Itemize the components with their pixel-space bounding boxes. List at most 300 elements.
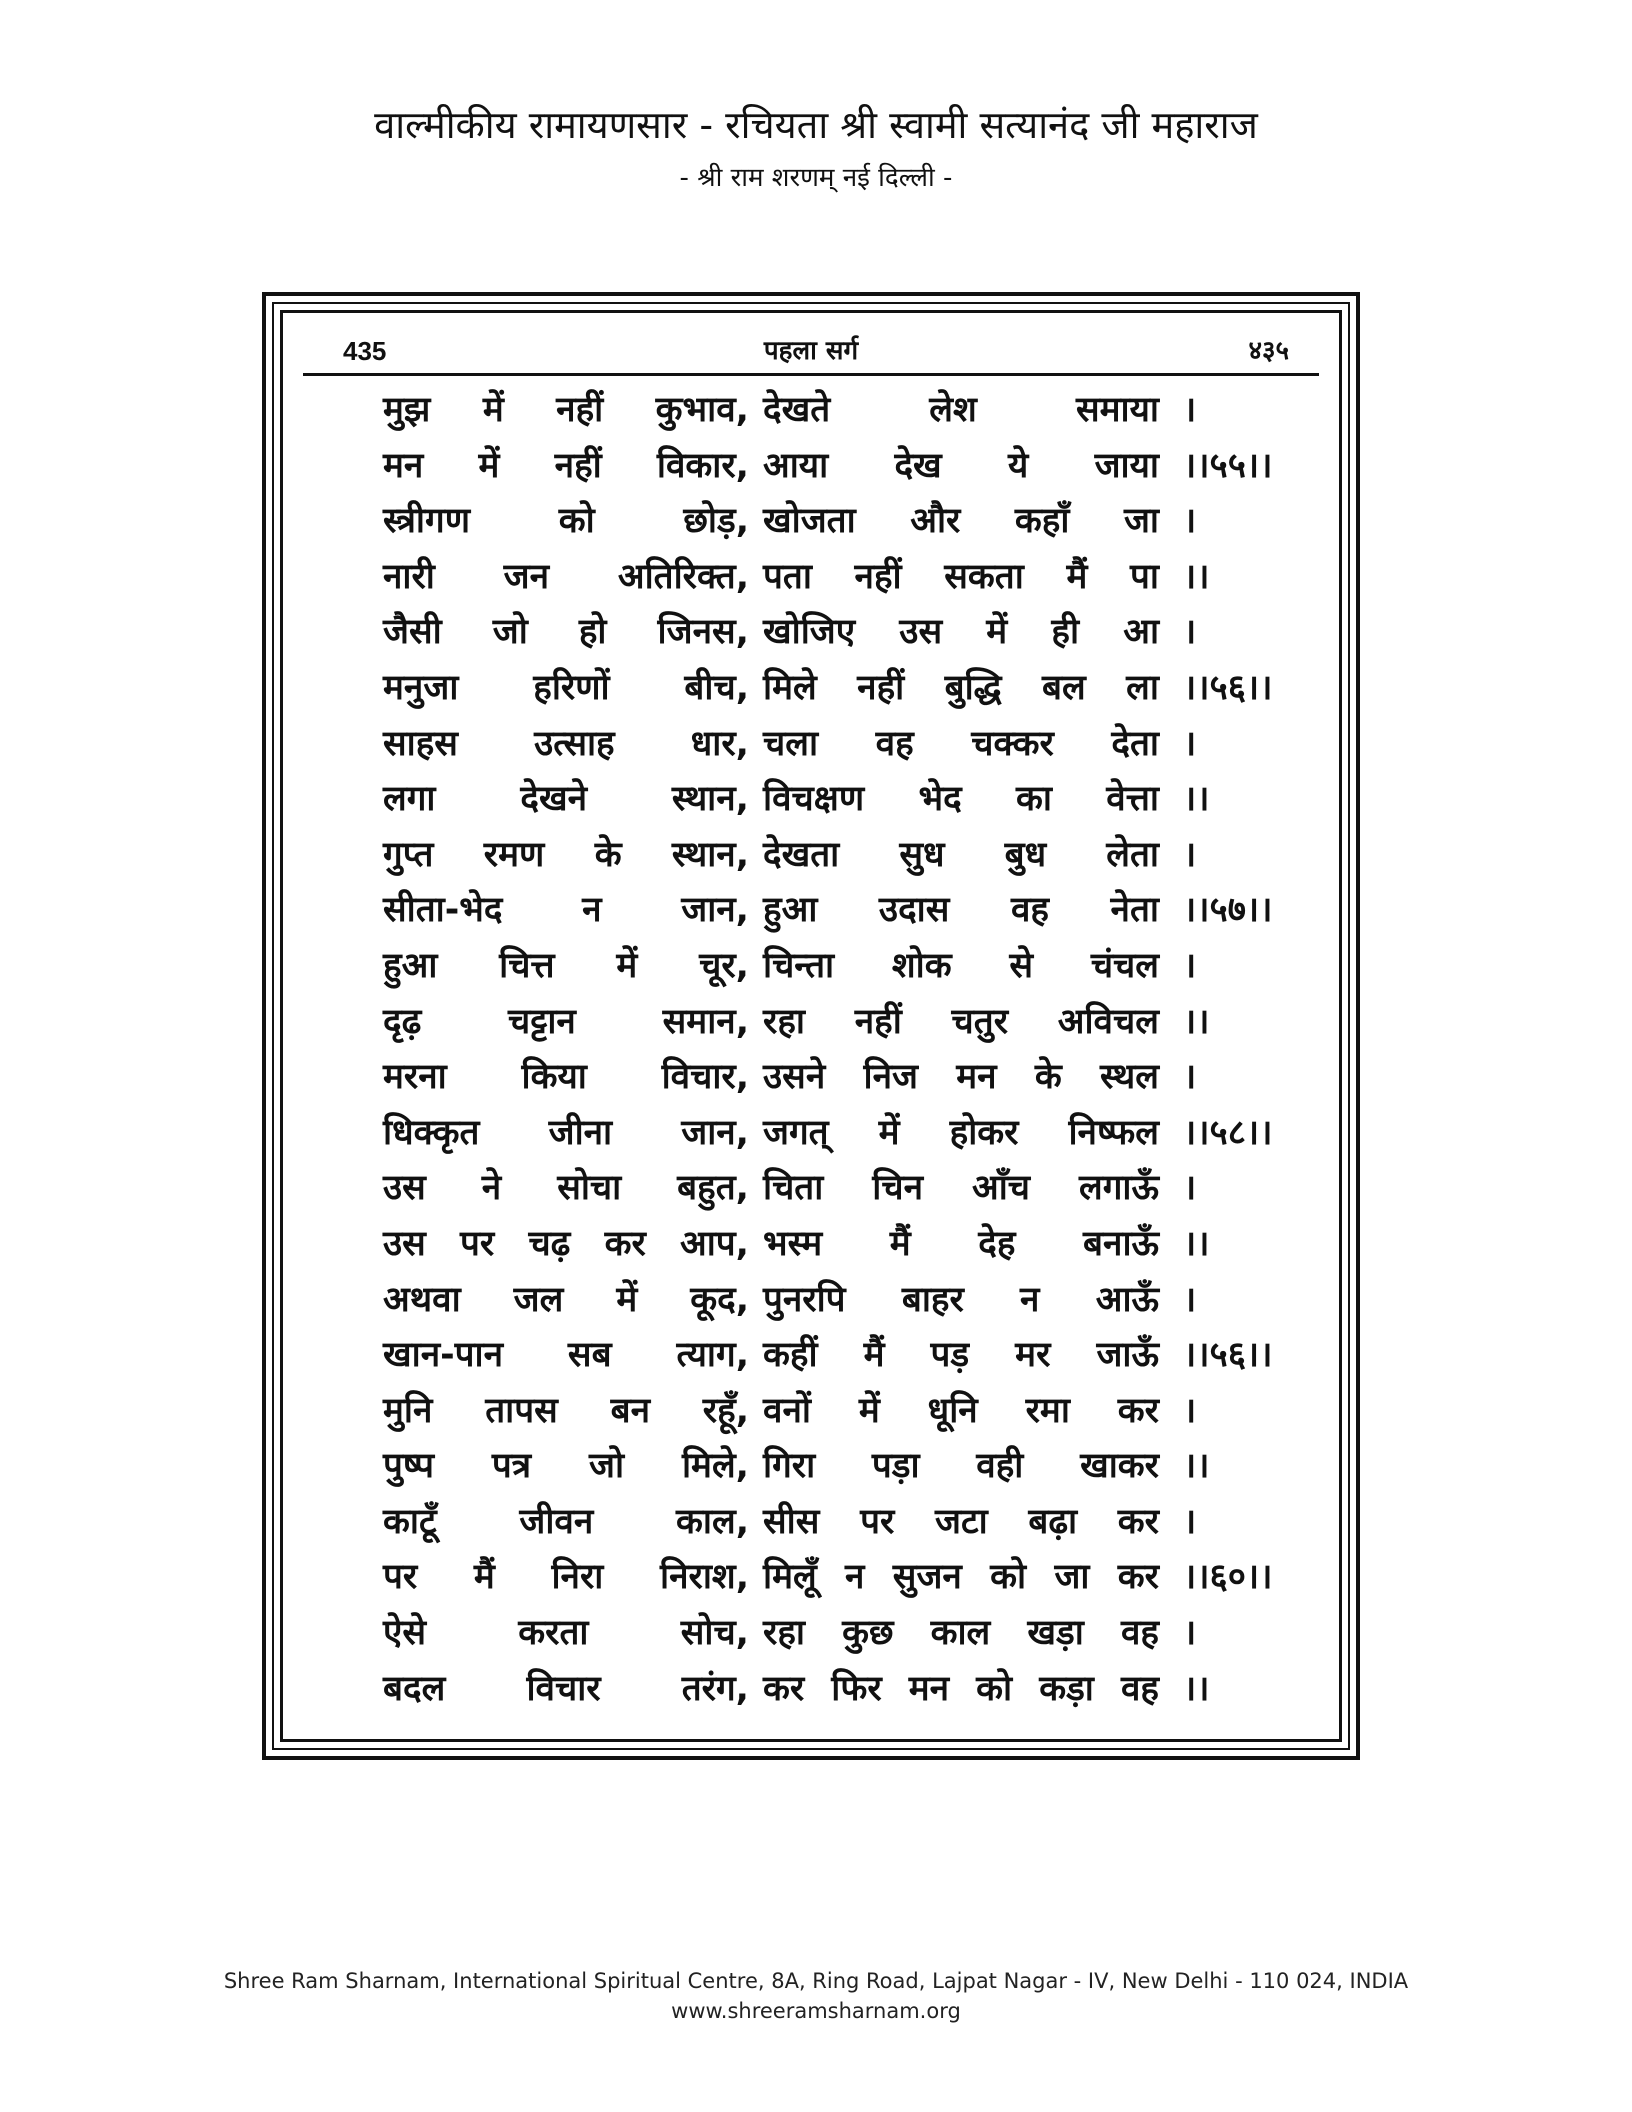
verse-word: दृढ़ <box>383 1001 422 1042</box>
verse-word: पा <box>1130 556 1159 597</box>
verse-word: जान, <box>681 1112 749 1153</box>
verse-word: मर <box>1015 1335 1051 1376</box>
verse-end-mark: ।। <box>1183 1001 1210 1042</box>
verse-word: बीच, <box>684 667 749 708</box>
verse-word: कहाँ <box>1014 501 1070 542</box>
verse-second-half <box>763 1550 1159 1606</box>
verse-second-half <box>763 939 1159 995</box>
verse-first-half <box>383 1495 749 1551</box>
verse-word: उस <box>899 612 943 653</box>
verse-word: विचक्षण <box>763 779 865 820</box>
verse-word: में <box>616 1279 638 1320</box>
verse-word: मिलूँ <box>763 1557 817 1598</box>
verse-first-half <box>383 383 749 439</box>
verse-word: वह <box>1120 1668 1159 1709</box>
verse-word: बाहर <box>901 1279 964 1320</box>
verse-word: लगा <box>383 779 436 820</box>
verse-word: नहीं <box>854 1001 902 1042</box>
verse-word: मिले, <box>681 1446 749 1487</box>
verse-word: कुछ <box>842 1613 894 1654</box>
verse-word: चिता <box>763 1168 824 1209</box>
verse-end-mark: ।।५५।। <box>1183 445 1273 486</box>
verse-second-half <box>763 1439 1159 1495</box>
verse-line <box>383 1050 1283 1106</box>
verse-word: विचार <box>526 1668 601 1709</box>
verse-word: काल, <box>676 1501 749 1542</box>
verse-word: मन <box>956 1057 997 1098</box>
verse-word: चढ़ <box>528 1223 571 1264</box>
verse-second-half <box>763 1050 1159 1106</box>
verse-first-half <box>383 1217 749 1273</box>
verse-word: भेद <box>918 779 962 820</box>
verse-first-half <box>383 939 749 995</box>
verse-word: जीवन <box>519 1501 594 1542</box>
verse-word: पर <box>860 1501 895 1542</box>
verse-word: विचार, <box>661 1057 749 1098</box>
verse-second-half <box>763 995 1159 1051</box>
verse-first-half <box>383 661 749 717</box>
verse-word: चंचल <box>1090 945 1159 986</box>
verse-word: पत्र <box>491 1446 532 1487</box>
verse-word: पर <box>460 1223 495 1264</box>
verse-word: जन <box>503 556 550 597</box>
verse-second-half <box>763 883 1159 939</box>
verse-end-mark: ।। <box>1183 1223 1210 1264</box>
verse-word: देता <box>1111 723 1159 764</box>
verse-word: समान, <box>662 1001 749 1042</box>
verse-word: उत्साह <box>534 723 615 764</box>
verse-word: मैं <box>889 1223 911 1264</box>
verse-word: मैं <box>863 1335 885 1376</box>
verse-word: पुष्प <box>383 1446 435 1487</box>
verse-word: खान-पान <box>383 1335 504 1376</box>
verse-word: को <box>976 1668 1013 1709</box>
verse-word: सोच, <box>680 1613 749 1654</box>
verse-word: निरा <box>551 1557 604 1598</box>
verse-end-mark: । <box>1183 1168 1197 1209</box>
verse-second-half <box>763 494 1159 550</box>
verse-word: आँच <box>972 1168 1030 1209</box>
verse-word: लगाऊँ <box>1078 1168 1159 1209</box>
footer-website: www.shreeramsharnam.org <box>671 1999 961 2023</box>
page-header-bar <box>303 327 1319 376</box>
verse-word: उदास <box>878 890 950 931</box>
verse-second-half <box>763 1384 1159 1440</box>
verse-end-mark: ।।५६।। <box>1183 1335 1273 1376</box>
verse-word: साहस <box>383 723 458 764</box>
verse-word: नहीं <box>556 390 604 430</box>
verse-word: उसने <box>763 1057 826 1098</box>
verse-first-half <box>383 1106 749 1162</box>
verse-word: रहूँ, <box>702 1390 749 1431</box>
verse-word: तापस <box>485 1390 558 1431</box>
verse-word: कर <box>763 1668 805 1709</box>
verse-word: नेता <box>1110 890 1159 931</box>
verse-word: स्थान, <box>671 779 749 820</box>
verse-line <box>383 383 1283 439</box>
verse-word: आऊँ <box>1095 1279 1159 1320</box>
page-number-arabic: 435 <box>343 336 387 366</box>
verse-word: रहा <box>763 1613 805 1654</box>
verse-end-mark: ।।५६।। <box>1183 667 1273 708</box>
verse-word: भस्म <box>763 1223 823 1264</box>
verse-word: उस <box>383 1168 426 1209</box>
verse-word: का <box>1015 779 1052 820</box>
verse-word: खाकर <box>1080 1446 1159 1487</box>
verse-line <box>383 1384 1283 1440</box>
verse-word: बल <box>1042 667 1086 708</box>
verse-word: जटा <box>934 1501 988 1542</box>
document-subtitle: - श्री राम शरणम् नई दिल्ली - <box>679 163 953 193</box>
verse-word: करता <box>518 1613 589 1654</box>
verse-word: किया <box>521 1057 587 1098</box>
verse-first-half <box>383 494 749 550</box>
verse-word: ला <box>1126 667 1159 708</box>
verse-second-half <box>763 383 1159 439</box>
verse-word: चिन्ता <box>763 945 835 986</box>
verse-second-half <box>763 661 1159 717</box>
document-header <box>0 100 1632 198</box>
verse-word: मरना <box>383 1057 447 1098</box>
verse-word: ने <box>481 1168 502 1209</box>
verse-word: धिक्कृत <box>383 1112 480 1153</box>
verse-word: चित्त <box>499 945 555 986</box>
verse-word: बुद्धि <box>944 667 1002 708</box>
verse-word: मुझ <box>383 390 431 430</box>
verse-word: चला <box>763 723 819 764</box>
verse-word: चतुर <box>951 1001 1009 1042</box>
verse-word: चूर, <box>699 945 749 986</box>
verse-first-half <box>383 439 749 495</box>
verse-line <box>383 1606 1283 1662</box>
verse-word: कहीं <box>763 1335 818 1376</box>
verse-word: चक्कर <box>971 723 1054 764</box>
verse-word: जीना <box>548 1112 613 1153</box>
verse-word: जा <box>1054 1557 1090 1598</box>
verse-end-mark: ।। <box>1183 1668 1210 1709</box>
verse-word: फिर <box>831 1668 882 1709</box>
verse-word: पर <box>383 1557 418 1598</box>
verse-first-half <box>383 1050 749 1106</box>
verse-word: धूनि <box>927 1390 978 1431</box>
verse-word: में <box>858 1390 880 1431</box>
verse-word: शोक <box>891 945 952 986</box>
verse-word: ये <box>1007 445 1029 486</box>
verse-end-mark: । <box>1183 723 1197 764</box>
verse-second-half <box>763 1273 1159 1329</box>
verse-end-mark: । <box>1183 945 1197 986</box>
verse-first-half <box>383 550 749 606</box>
verse-word: जाया <box>1094 445 1159 486</box>
verse-line <box>383 439 1283 495</box>
verse-word: जो <box>589 1446 625 1487</box>
verse-word: नहीं <box>854 556 902 597</box>
verse-end-mark: ।। <box>1183 1446 1210 1487</box>
verse-end-mark: । <box>1183 501 1197 542</box>
verse-word: अथवा <box>383 1279 461 1320</box>
verse-word: स्त्रीगण <box>383 501 471 542</box>
verse-first-half <box>383 1273 749 1329</box>
verse-word: के <box>1034 1057 1062 1098</box>
verse-line <box>383 772 1283 828</box>
verse-word: निज <box>863 1057 918 1098</box>
verse-word: जाऊँ <box>1096 1335 1159 1376</box>
verse-second-half <box>763 828 1159 884</box>
verse-word: काटूँ <box>383 1501 437 1542</box>
document-footer <box>0 1966 1632 2026</box>
verse-first-half <box>383 1384 749 1440</box>
verse-word: अविचल <box>1057 1001 1159 1042</box>
verse-word: न <box>1020 1279 1040 1320</box>
verse-word: बन <box>610 1390 650 1431</box>
verse-second-half <box>763 605 1159 661</box>
verse-word: के <box>594 834 622 875</box>
verse-word: लेता <box>1106 834 1159 875</box>
verse-end-mark: ।। <box>1183 779 1210 820</box>
verse-word: सीता-भेद <box>383 890 503 931</box>
verse-end-mark: । <box>1183 612 1197 653</box>
verse-word: पुनरपि <box>763 1279 846 1320</box>
verse-line <box>383 605 1283 661</box>
verse-second-half <box>763 772 1159 828</box>
frame-content-border <box>280 310 1342 1742</box>
verse-line <box>383 1273 1283 1329</box>
verse-word: मिले <box>763 667 817 708</box>
verse-word: में <box>878 1112 900 1153</box>
verse-end-mark: ।।६०।। <box>1183 1557 1273 1598</box>
document-title: वाल्मीकीय रामायणसार - रचियता श्री स्वामी सत्यानंद जी महाराज <box>374 103 1258 147</box>
verse-first-half <box>383 772 749 828</box>
verse-end-mark: । <box>1183 1279 1197 1320</box>
verse-second-half <box>763 550 1159 606</box>
verse-line <box>383 1217 1283 1273</box>
verse-word: चट्टान <box>508 1001 576 1042</box>
verse-word: कुभाव, <box>655 390 749 430</box>
verse-word: समाया <box>1075 390 1159 430</box>
verse-word: कर <box>1117 1390 1159 1431</box>
verse-word: वही <box>976 1446 1024 1487</box>
verse-word: पड़ <box>930 1335 970 1376</box>
verse-second-half <box>763 1217 1159 1273</box>
verse-word: सोचा <box>557 1168 622 1209</box>
verse-word: हरिणों <box>533 667 610 708</box>
verse-first-half <box>383 1662 749 1718</box>
verse-word: बुध <box>1004 834 1047 875</box>
verse-line <box>383 661 1283 717</box>
verse-word: कर <box>1117 1557 1159 1598</box>
verse-second-half <box>763 1161 1159 1217</box>
verse-word: वेत्ता <box>1106 779 1159 820</box>
verse-word: में <box>616 945 638 986</box>
verse-line <box>383 939 1283 995</box>
verse-word: बनाऊँ <box>1083 1223 1159 1264</box>
verse-word: त्याग, <box>676 1335 749 1376</box>
verse-first-half <box>383 828 749 884</box>
verse-word: बढ़ा <box>1028 1501 1078 1542</box>
verse-first-half <box>383 1328 749 1384</box>
verse-word: जल <box>513 1279 564 1320</box>
verse-line <box>383 1495 1283 1551</box>
verse-word: जिनस, <box>657 612 749 653</box>
verse-word: कर <box>1117 1501 1159 1542</box>
verse-end-mark: । <box>1183 390 1197 430</box>
verse-word: आ <box>1123 612 1159 653</box>
verse-second-half <box>763 717 1159 773</box>
verse-word: नहीं <box>857 667 905 708</box>
verse-word: हो <box>578 612 607 653</box>
verse-line <box>383 1328 1283 1384</box>
verse-second-half <box>763 1662 1159 1718</box>
verse-line <box>383 717 1283 773</box>
verse-first-half <box>383 717 749 773</box>
verse-first-half <box>383 1606 749 1662</box>
footer-address: Shree Ram Sharnam, International Spiritual Centre, 8A, Ring Road, Lajpat Nagar - IV, New Delhi - 110 024, INDIA <box>223 1969 1409 1993</box>
verse-first-half <box>383 605 749 661</box>
verse-end-mark: । <box>1183 1501 1197 1542</box>
verse-word: से <box>1009 945 1034 986</box>
verse-word: स्थल <box>1099 1057 1159 1098</box>
verse-word: गिरा <box>763 1446 816 1487</box>
verse-first-half <box>383 1439 749 1495</box>
verse-word: अतिरिक्त, <box>617 556 749 597</box>
verse-word: तरंग, <box>681 1668 749 1709</box>
verse-word: होकर <box>949 1112 1019 1153</box>
verse-line <box>383 995 1283 1051</box>
section-title: पहला सर्ग <box>763 336 859 366</box>
verse-word: कड़ा <box>1039 1668 1094 1709</box>
verse-word: काल <box>930 1613 991 1654</box>
verse-word: में <box>986 612 1008 653</box>
verse-word: मन <box>383 445 424 486</box>
verse-word: हुआ <box>763 890 818 931</box>
verse-word: देखते <box>763 390 831 430</box>
verse-word: मुनि <box>383 1390 433 1431</box>
verse-word: खड़ा <box>1027 1613 1084 1654</box>
verse-word: मनुजा <box>383 667 459 708</box>
verse-line <box>383 1439 1283 1495</box>
page-frame <box>262 292 1360 1760</box>
verse-word: जगत् <box>763 1112 829 1153</box>
verse-line <box>383 1550 1283 1606</box>
verse-word: वह <box>875 723 914 764</box>
verse-end-mark: ।।५८।। <box>1183 1112 1273 1153</box>
verse-word: पता <box>763 556 812 597</box>
verse-end-mark: । <box>1183 1390 1197 1431</box>
verse-word: कूद, <box>690 1279 749 1320</box>
verse-word: नहीं <box>554 445 602 486</box>
verse-word: बदल <box>383 1668 446 1709</box>
verse-word: खोजता <box>763 501 856 542</box>
verse-end-mark: । <box>1183 1613 1197 1654</box>
verse-first-half <box>383 883 749 939</box>
verse-word: में <box>478 445 500 486</box>
verse-word: सीस <box>763 1501 820 1542</box>
verse-word: कर <box>604 1223 646 1264</box>
verse-word: न <box>582 890 602 931</box>
verse-end-mark: ।।५७।। <box>1183 890 1273 931</box>
verse-line <box>383 1662 1283 1718</box>
page-number-devanagari: ४३५ <box>1248 336 1289 366</box>
verse-word: वनों <box>763 1390 811 1431</box>
verse-word: देख <box>894 445 942 486</box>
frame-inner-border <box>272 302 1350 1750</box>
verse-word: बहुत, <box>677 1168 749 1209</box>
verse-word: आया <box>763 445 829 486</box>
verse-word: मैं <box>1066 556 1088 597</box>
verse-word: लेश <box>929 390 977 430</box>
verse-word: रमा <box>1025 1390 1070 1431</box>
verse-first-half <box>383 995 749 1051</box>
verse-word: सकता <box>944 556 1024 597</box>
verse-second-half <box>763 1606 1159 1662</box>
verse-word: जान, <box>681 890 749 931</box>
verse-second-half <box>763 439 1159 495</box>
verse-word: जो <box>492 612 528 653</box>
verse-word: सुजन <box>892 1557 962 1598</box>
verse-word: और <box>910 501 961 542</box>
verse-word: ही <box>1051 612 1080 653</box>
verse-word: न <box>845 1557 865 1598</box>
verse-second-half <box>763 1328 1159 1384</box>
verse-word: रमण <box>483 834 545 875</box>
verse-word: देखने <box>520 779 588 820</box>
verse-word: हुआ <box>383 945 438 986</box>
verse-first-half <box>383 1550 749 1606</box>
verse-word: निष्फल <box>1068 1112 1159 1153</box>
verse-word: मन <box>908 1668 950 1709</box>
verse-word: धार, <box>690 723 749 764</box>
verse-word: देखता <box>763 834 840 875</box>
verse-word: छोड़, <box>683 501 749 542</box>
verse-line <box>383 1106 1283 1162</box>
verse-word: रहा <box>763 1001 805 1042</box>
verse-word: को <box>558 501 595 542</box>
verse-word: खोजिए <box>763 612 856 653</box>
verse-word: मैं <box>473 1557 495 1598</box>
verse-line <box>383 883 1283 939</box>
verse-word: उस <box>383 1223 426 1264</box>
verse-end-mark: ।। <box>1183 556 1210 597</box>
verse-word: स्थान, <box>671 834 749 875</box>
verse-line <box>383 828 1283 884</box>
verse-first-half <box>383 1161 749 1217</box>
verse-word: चिन <box>872 1168 924 1209</box>
verse-word: सब <box>567 1335 612 1376</box>
verse-list <box>383 383 1283 1717</box>
verse-line <box>383 1161 1283 1217</box>
verse-second-half <box>763 1106 1159 1162</box>
verse-end-mark: । <box>1183 1057 1197 1098</box>
verse-word: देह <box>978 1223 1016 1264</box>
verse-word: निराश, <box>660 1557 749 1598</box>
verse-word: आप, <box>680 1223 749 1264</box>
verse-word: सुध <box>899 834 945 875</box>
verse-word: वह <box>1010 890 1049 931</box>
verse-word: गुप्त <box>383 834 434 875</box>
verse-word: विकार, <box>656 445 749 486</box>
verse-word: जा <box>1123 501 1159 542</box>
verse-word: वह <box>1120 1613 1159 1654</box>
verse-end-mark: । <box>1183 834 1197 875</box>
verse-word: ऐसे <box>383 1613 427 1654</box>
verse-word: नारी <box>383 556 435 597</box>
verse-word: पड़ा <box>871 1446 920 1487</box>
verse-word: में <box>482 390 504 430</box>
verse-line <box>383 494 1283 550</box>
verse-line <box>383 550 1283 606</box>
verse-second-half <box>763 1495 1159 1551</box>
verse-word: जैसी <box>383 612 442 653</box>
